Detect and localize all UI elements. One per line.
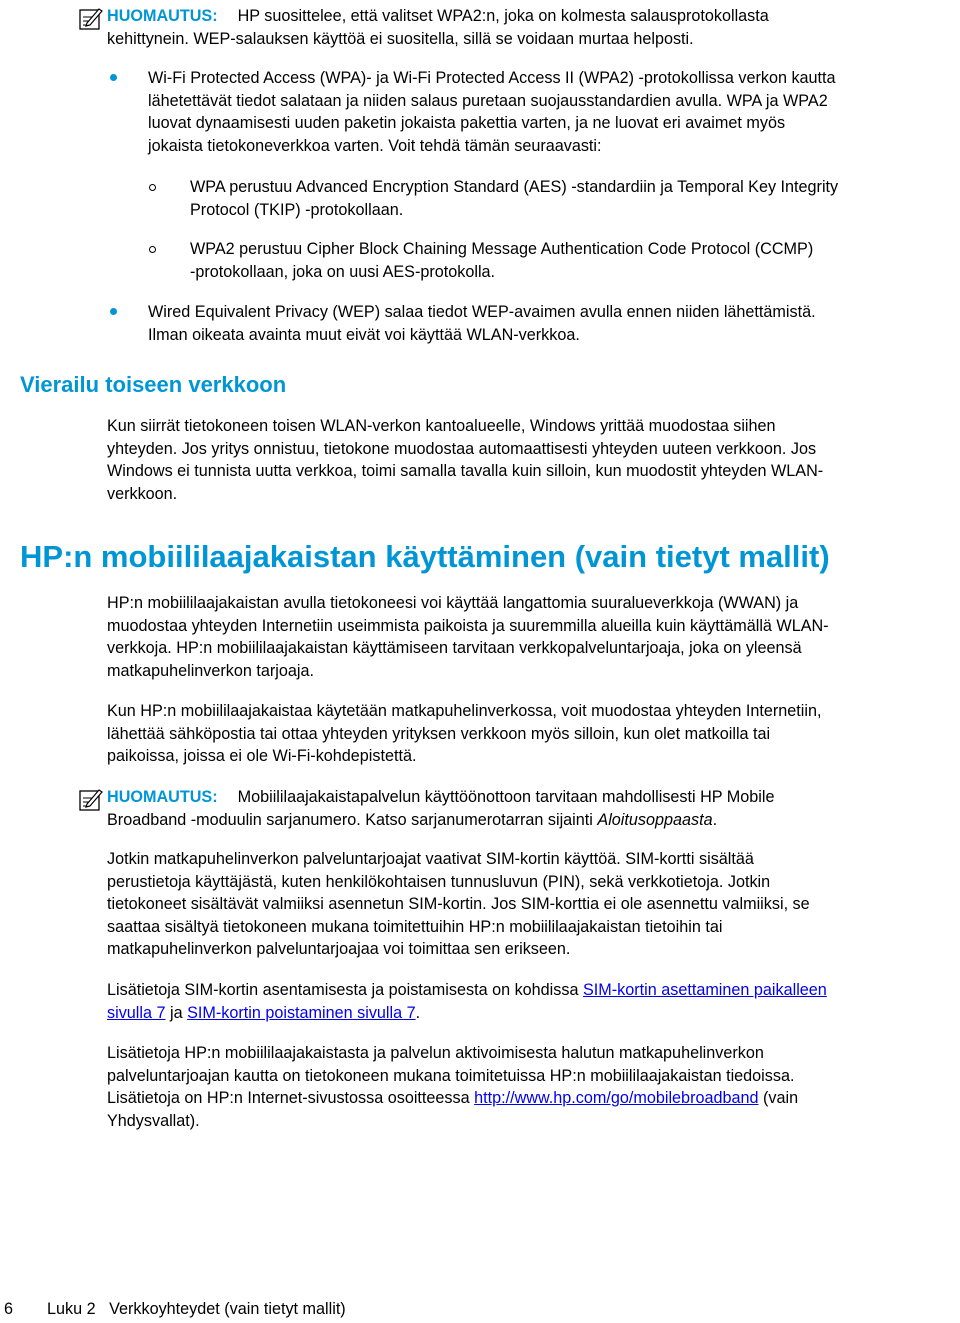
bullet-text: Ilman oikeata avainta muut eivät voi käyttää WLAN-verkkoa. xyxy=(148,325,580,344)
note-text: Mobiililaajakaistapalvelun käyttöönottoon tarvitaan mahdollisesti HP Mobile xyxy=(237,788,775,806)
bullet-text: luovat dynaamisesti uuden paketin jokaista pakettia varten, ja ne luovat eri avaimet myös xyxy=(148,114,786,132)
link-sim-insert-page[interactable]: sivulla 7 xyxy=(107,1003,166,1022)
paragraph-line: saattaa sisältyä tietokoneen mukana toimitettuihin HP:n mobiililaajakaistan tietoihin tai xyxy=(107,917,723,936)
mobile-paragraph-4 xyxy=(107,979,952,1024)
bullet-text: Wired Equivalent Privacy (WEP) salaa tiedot WEP-avaimen avulla ennen niiden lähettämistä. xyxy=(148,303,816,321)
bullet-text: Wi-Fi Protected Access (WPA)- ja Wi-Fi Protected Access II (WPA2) -protokollissa verkon kautta xyxy=(148,69,836,87)
bullet-text: lähetettävät tiedot salataan ja niiden salaus puretaan suojausstandardien avulla. WPA ja WPA2 xyxy=(148,91,828,110)
note-text: . xyxy=(712,810,718,829)
paragraph-line: Windows ei tunnista uutta verkkoa, toimi samalla tavalla kuin silloin, kun muodostit yhteyden WLAN- xyxy=(107,462,824,480)
paragraph-line: Kun siirrät tietokoneen toisen WLAN-verkon kantoalueelle, Windows yrittää muodostaa siihen xyxy=(107,417,776,435)
paragraph-line: Jotkin matkapuhelinverkon palveluntarjoajat vaativat SIM-kortin käyttöä. SIM-kortti sisältää xyxy=(107,850,754,868)
bullet-dot xyxy=(110,74,117,81)
section-heading-mobile-broadband: HP:n mobiililaajakaistan käyttäminen (vain tietyt mallit) xyxy=(20,539,830,574)
section-heading-roaming: Vierailu toiseen verkkoon xyxy=(20,372,287,397)
link-mobilebroadband-url[interactable]: http://www.hp.com/go/mobilebroadband xyxy=(474,1089,759,1107)
paragraph-line: paikoissa, joissa ei ole Wi-Fi-kohdepistettä. xyxy=(107,747,417,765)
paragraph-line: Yhdysvallat). xyxy=(107,1111,200,1130)
sub-item-text: Protocol (TKIP) -protokollaan. xyxy=(190,200,404,219)
mobile-paragraph-2 xyxy=(107,700,952,768)
paragraph-line: palveluntarjoajan kautta on tietokoneen mukana toimitetuissa HP:n mobiililaajakaistan tiedoissa. xyxy=(107,1066,795,1085)
note-label: HUOMAUTUS: xyxy=(107,788,218,806)
sub-bullet-dot xyxy=(149,246,156,253)
paragraph-line: matkapuhelinverkon tarjoaja. xyxy=(107,661,314,680)
bullet-item-wpa xyxy=(148,67,948,157)
paragraph-line: perustietoja käyttäjästä, kuten henkilökohtaisen tunnusluvun (PIN), sekä verkkotietoja. Jotkin xyxy=(107,872,771,891)
paragraph-line: (vain xyxy=(758,1089,799,1107)
note-2 xyxy=(107,786,952,831)
bullet-item-wep xyxy=(148,301,948,346)
sub-item-aes xyxy=(190,176,955,221)
sub-item-ccmp xyxy=(190,238,955,283)
bullet-dot xyxy=(110,308,117,315)
mobile-paragraph-1 xyxy=(107,592,952,682)
sub-item-text: WPA perustuu Advanced Encryption Standard (AES) -standardiin ja Temporal Key Integrity xyxy=(190,178,839,196)
guide-title: Aloitusoppaasta xyxy=(597,810,713,829)
sub-item-text: -protokollaan, joka on uusi AES-protokolla. xyxy=(190,262,496,281)
sub-item-text: WPA2 perustuu Cipher Block Chaining Message Authentication Code Protocol (CCMP) xyxy=(190,240,814,258)
paragraph-line: Lisätietoja on HP:n Internet-sivustossa osoitteessa xyxy=(107,1089,475,1107)
note-pencil-icon xyxy=(77,787,103,813)
note-text: kehittynein. WEP-salauksen käyttöä ei suositella, sillä se voidaan murtaa helposti. xyxy=(107,29,694,48)
paragraph-line: Kun HP:n mobiililaajakaistaa käytetään matkapuhelinverkossa, voit muodostaa yhteyden Internetiin, xyxy=(107,702,822,720)
paragraph-line: muodostaa yhteyden Internetiin useimmista paikoista ja suuremmilla alueilla kuin käyttämällä WLAN- xyxy=(107,616,829,635)
note-label: HUOMAUTUS: xyxy=(107,7,218,25)
paragraph-line: verkkoon. xyxy=(107,484,178,503)
note-pencil-icon xyxy=(77,6,103,32)
link-sim-remove[interactable]: SIM-kortin poistaminen sivulla 7 xyxy=(187,1003,416,1022)
page-number: 6 xyxy=(4,1300,14,1318)
link-sim-insert[interactable]: SIM-kortin asettaminen paikalleen xyxy=(582,981,827,999)
paragraph-line: tietokoneet sisältävät valmiiksi asennetun SIM-kortin. Jos SIM-korttia ei ole asennettu valmiiksi, se xyxy=(107,895,810,913)
note-text: Broadband -moduulin sarjanumero. Katso sarjanumerotarran sijainti xyxy=(107,810,598,829)
paragraph-line: verkkoja. HP:n mobiililaajakaistan käyttämiseen tarvitaan verkkopalveluntarjoaja, joka on yleensä xyxy=(107,639,802,657)
paragraph-line: HP:n mobiililaajakaistan avulla tietokoneesi voi käyttää langattomia suuralueverkkoja (WWAN) ja xyxy=(107,594,799,612)
paragraph-line: yhteyden. Jos yritys onnistuu, tietokone muodostaa automaattisesti yhteyden uuteen verkkoon. Jos xyxy=(107,439,817,458)
mobile-paragraph-3 xyxy=(107,848,952,961)
note-text: HP suosittelee, että valitset WPA2:n, joka on kolmesta salausprotokollasta xyxy=(237,7,769,25)
bullet-text: jokaista tietokoneverkkoa varten. Voit tehdä tämän seuraavasti: xyxy=(148,136,602,155)
paragraph-line: Lisätietoja HP:n mobiililaajakaistasta ja palvelun aktivoimisesta halutun matkapuhelinverkon xyxy=(107,1044,764,1062)
paragraph-line: Lisätietoja SIM-kortin asentamisesta ja poistamisesta on kohdissa xyxy=(107,981,583,999)
paragraph-line: matkapuhelinverkon palveluntarjoajaa voi toimittaa sen erikseen. xyxy=(107,940,571,958)
mobile-paragraph-5 xyxy=(107,1042,952,1132)
sub-bullet-dot xyxy=(149,184,156,191)
footer-chapter: Luku 2 Verkkoyhteydet (vain tietyt mallit) xyxy=(47,1300,346,1318)
paragraph-line: . xyxy=(415,1003,421,1022)
paragraph-line: lähettää sähköpostia tai ottaa yhteyden yrityksen verkkoon myös silloin, kun olet matkoilla tai xyxy=(107,724,771,743)
roaming-paragraph xyxy=(107,415,952,505)
paragraph-line: ja xyxy=(165,1003,188,1022)
note-1 xyxy=(107,5,947,50)
